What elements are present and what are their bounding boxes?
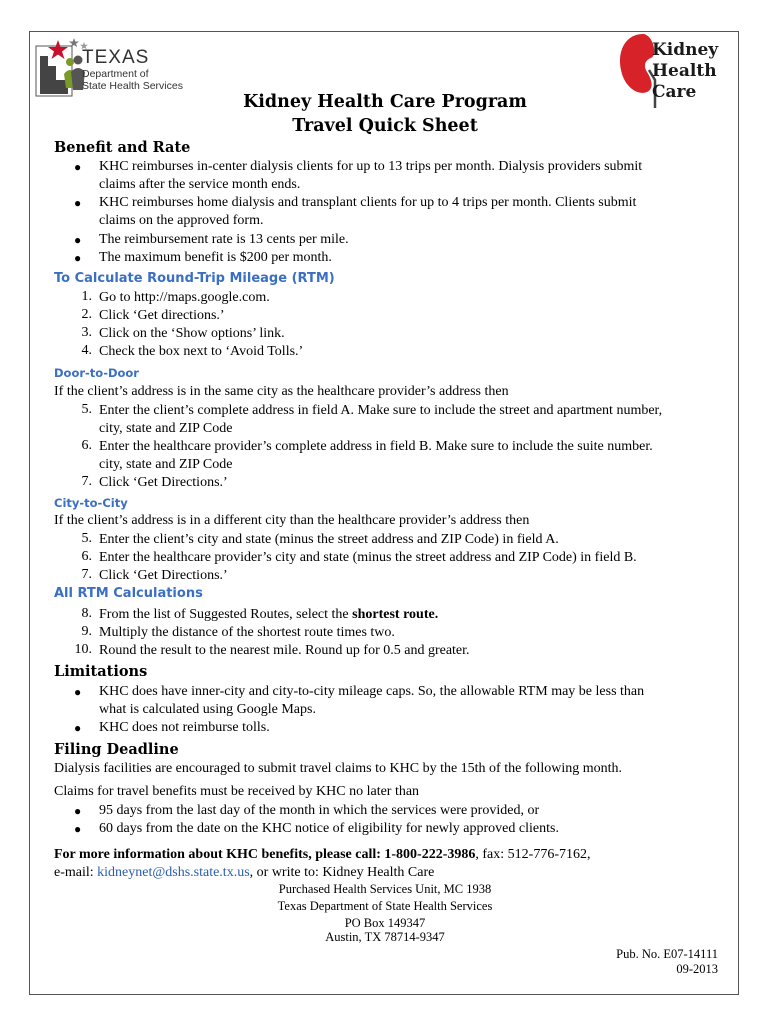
- dshs-dept-line2: State Health Services: [82, 80, 183, 92]
- bullet-icon: ●: [74, 822, 82, 836]
- step-number: 3.: [81, 325, 92, 340]
- bullet-icon: ●: [74, 251, 82, 265]
- city-step-5: Enter the client’s city and state (minus the street address and ZIP Code) in field A.: [99, 532, 559, 547]
- doc-title-line1: Kidney Health Care Program: [243, 92, 527, 112]
- benefit-bullet-2a: KHC reimburses home dialysis and transplant clients for up to 4 trips per month. Clients submit: [99, 195, 637, 210]
- step-number: 1.: [81, 289, 92, 304]
- all-step-8-bold: shortest route.: [352, 607, 439, 622]
- rtm-step-4: Check the box next to ‘Avoid Tolls.’: [99, 344, 304, 359]
- rtm-heading: To Calculate Round-Trip Mileage (RTM): [54, 271, 335, 286]
- khc-logo-kidney: Kidney: [652, 40, 719, 60]
- contact-fax-text: , fax: 512-776-7162,: [475, 847, 591, 862]
- doc-title-line2: Travel Quick Sheet: [292, 116, 478, 136]
- benefit-heading: Benefit and Rate: [54, 139, 191, 156]
- bullet-icon: ●: [74, 233, 82, 247]
- all-step-8: [99, 606, 438, 624]
- address-line-1: Purchased Health Services Unit, MC 1938: [278, 882, 492, 896]
- step-number: 5.: [81, 531, 92, 546]
- filing-paragraph-1: Dialysis facilities are encouraged to submit travel claims to KHC by the 15th of the following month.: [54, 761, 623, 776]
- city-step-6: Enter the healthcare provider’s city and state (minus the street address and ZIP Code) in field B.: [99, 550, 637, 565]
- benefit-bullet-2b: claims on the approved form.: [99, 213, 264, 228]
- all-step-10: Round the result to the nearest mile. Round up for 0.5 and greater.: [99, 643, 470, 658]
- city-heading: City-to-City: [54, 496, 128, 510]
- step-number: 8.: [81, 606, 92, 621]
- bullet-icon: ●: [74, 196, 82, 210]
- rtm-step-2: Click ‘Get directions.’: [99, 308, 225, 323]
- step-number: 7.: [81, 567, 92, 582]
- contact-line-2: [54, 864, 434, 882]
- dshs-texas-word: TEXAS: [82, 47, 150, 68]
- bullet-icon: ●: [74, 721, 82, 735]
- limitations-bullet-1a: KHC does have inner-city and city-to-city mileage caps. So, the allowable RTM may be less than: [99, 684, 645, 699]
- step-number: 9.: [81, 624, 92, 639]
- all-step-9: Multiply the distance of the shortest route times two.: [99, 625, 395, 640]
- filing-bullet-2: 60 days from the date on the KHC notice of eligibility for newly approved clients.: [99, 821, 559, 836]
- rtm-step-1: Go to http://maps.google.com.: [99, 290, 270, 305]
- all-rtm-heading: All RTM Calculations: [54, 586, 203, 601]
- door-step-5a: Enter the client’s complete address in field A. Make sure to include the street and apartment number,: [99, 403, 663, 418]
- benefit-bullet-1b: claims after the service month ends.: [99, 177, 301, 192]
- bullet-icon: ●: [74, 804, 82, 818]
- khc-logo-health: Health: [652, 61, 717, 81]
- bullet-icon: ●: [74, 160, 82, 174]
- limitations-bullet-1b: what is calculated using Google Maps.: [99, 702, 316, 717]
- door-step-6b: city, state and ZIP Code: [99, 457, 233, 472]
- step-number: 4.: [81, 343, 92, 358]
- filing-heading: Filing Deadline: [54, 741, 179, 758]
- limitations-heading: Limitations: [54, 663, 148, 680]
- contact-line-1: [54, 846, 590, 864]
- step-number: 6.: [81, 438, 92, 453]
- pub-date: 09-2013: [676, 962, 718, 976]
- door-step-5b: city, state and ZIP Code: [99, 421, 233, 436]
- limitations-bullet-2: KHC does not reimburse tolls.: [99, 720, 270, 735]
- dshs-dept-line1: Department of: [82, 68, 149, 80]
- address-line-4: Austin, TX 78714-9347: [325, 930, 445, 944]
- all-step-8-text: From the list of Suggested Routes, select the: [99, 607, 353, 622]
- contact-email-link[interactable]: kidneynet@dshs.state.tx.us: [97, 865, 250, 880]
- door-heading: Door-to-Door: [54, 366, 139, 380]
- rtm-step-3: Click on the ‘Show options’ link.: [99, 326, 285, 341]
- door-intro: If the client’s address is in the same city as the healthcare provider’s address then: [54, 384, 509, 399]
- door-step-7: Click ‘Get Directions.’: [99, 475, 228, 490]
- step-number: 2.: [81, 307, 92, 322]
- contact-write-text: , or write to: Kidney Health Care: [249, 865, 435, 880]
- filing-bullet-1: 95 days from the last day of the month in which the services were provided, or: [99, 803, 540, 818]
- khc-logo-care: Care: [652, 82, 697, 102]
- step-number: 7.: [81, 474, 92, 489]
- dshs-logo-text: [82, 48, 183, 92]
- address-line-2: Texas Department of State Health Services: [277, 899, 493, 913]
- benefit-bullet-3: The reimbursement rate is 13 cents per mile.: [99, 232, 349, 247]
- benefit-bullet-4: The maximum benefit is $200 per month.: [99, 250, 332, 265]
- city-step-7: Click ‘Get Directions.’: [99, 568, 228, 583]
- bullet-icon: ●: [74, 685, 82, 699]
- step-number: 5.: [81, 402, 92, 417]
- step-number: 6.: [81, 549, 92, 564]
- contact-email-label: e-mail:: [54, 865, 98, 880]
- benefit-bullet-1a: KHC reimburses in-center dialysis clients for up to 13 trips per month. Dialysis providers submit: [99, 159, 643, 174]
- filing-paragraph-2: Claims for travel benefits must be received by KHC no later than: [54, 784, 420, 799]
- pub-number: Pub. No. E07-14111: [616, 947, 718, 961]
- door-step-6a: Enter the healthcare provider’s complete address in field B. Make sure to include the suite number.: [99, 439, 653, 454]
- city-intro: If the client’s address is in a different city than the healthcare provider’s address then: [54, 513, 530, 528]
- contact-phone-text: For more information about KHC benefits, please call: 1-800-222-3986: [54, 847, 476, 862]
- address-line-3: PO Box 149347: [344, 916, 426, 930]
- step-number: 10.: [74, 642, 92, 657]
